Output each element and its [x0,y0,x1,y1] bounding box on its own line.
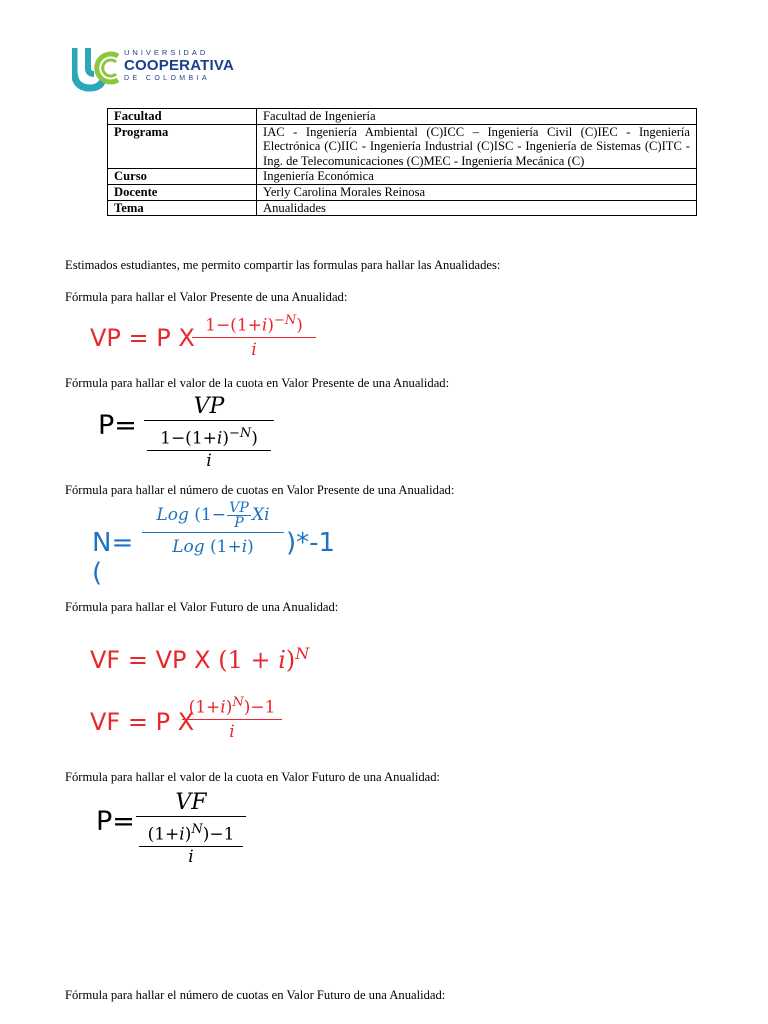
caption-cuota-vp: Fórmula para hallar el valor de la cuota en Valor Presente de una Anualidad: [65,376,450,390]
logo-line2: COOPERATIVA [124,57,234,74]
formula-vf2-den: 𝑖 [229,721,235,742]
formula-vp-num: 1−(1+𝑖) [205,315,274,336]
row-key: Docente [108,184,257,200]
logo-line1: UNIVERSIDAD [124,48,209,57]
formula-cuota-vp-num: 𝑉𝑃 [193,394,225,419]
formula-vf1-rhs: (1 + 𝑖) [218,646,296,674]
formula-cuota-vp-inner-exp: −𝑁 [228,426,252,441]
formula-vf1-lhs: VF = VP X [90,646,211,674]
caption-vf: Fórmula para hallar el Valor Futuro de una Anualidad: [65,600,339,614]
formula-vf2-lhs: VF = P X [90,708,195,736]
formula-cuota-vp-inner-num: 1−(1+𝑖) [160,428,229,449]
formula-vf1-exp: 𝑁 [295,644,310,663]
logo-line3: DE COLOMBIA [124,75,211,82]
formula-cuota-vf-num: 𝑉𝐹 [175,790,207,815]
formula-cuota-vf-inner-tail: )−1 [202,824,235,845]
row-key: Curso [108,169,257,185]
formula-cuota-vf-lhs: P= [96,806,135,837]
caption-n-vp: Fórmula para hallar el número de cuotas en Valor Presente de una Anualidad: [65,483,455,497]
row-value: Anualidades [257,200,697,216]
row-key: Programa [108,124,257,169]
row-value: Ingeniería Económica [257,169,697,185]
row-value: Yerly Carolina Morales Reinosa [257,184,697,200]
caption-n-vf: Fórmula para hallar el número de cuotas en Valor Futuro de una Anualidad: [65,988,446,1002]
formula-n-vp-lhs: N=( [92,528,134,588]
formula-vp-lhs: VP = P X [90,324,195,352]
university-logo [72,44,242,92]
formula-vf2-num: (1+𝑖) [188,697,233,718]
uc-logo-icon [72,44,122,92]
table-row [108,109,697,125]
formula-vp-exp: −𝑁 [273,313,297,328]
table-row [108,200,697,216]
formula-cuota-vp-inner-den: 𝑖 [206,450,212,471]
formula-cuota-vp-lhs: P= [98,410,137,441]
row-key: Facultad [108,109,257,125]
formula-vf2-exp: 𝑁 [232,695,244,710]
table-row [108,169,697,185]
row-value: IAC - Ingeniería Ambiental (C)ICC – Ingeniería Civil (C)IEC - Ingeniería Electrónica (C)IIC - Ingeniería Industrial (C)ISC - Ingeniería de Sistemas (C)ITC - Ing. de Telecomunicaciones (C)MEC - Ingeniería Mecánica (C) [257,124,697,169]
formula-n-vp-num-b: 𝑋𝑖 [251,505,270,525]
formula-vf1 [90,644,309,674]
formula-vf2-tail: )−1 [243,697,276,718]
formula-n-vp-frac-bot: 𝑃 [234,514,244,531]
table-row [108,184,697,200]
row-key: Tema [108,200,257,216]
formula-cuota-vf-inner-num: (1+𝑖) [147,824,192,845]
caption-vp: Fórmula para hallar el Valor Presente de una Anualidad: [65,290,348,304]
formula-n-vp-frac-top: 𝑉𝑃 [229,499,249,516]
formula-cuota-vp-inner-close: ) [251,428,258,449]
formula-cuota-vf-inner-den: 𝑖 [188,846,194,867]
row-value: Facultad de Ingeniería [257,109,697,125]
formula-vp-close: ) [296,315,303,336]
intro-text: Estimados estudiantes, me permito compartir las formulas para hallar las Anualidades: [65,258,501,272]
formula-n-vp-tail: )*-1 [286,528,336,558]
course-info-table [107,108,697,216]
table-row [108,124,697,169]
formula-n-vp-den: 𝐿𝑜𝑔 (1+𝑖) [172,537,254,557]
formula-n-vp-num-a: 𝐿𝑜𝑔 (1− [156,505,226,525]
caption-cuota-vf: Fórmula para hallar el valor de la cuota en Valor Futuro de una Anualidad: [65,770,441,784]
formula-vp-den: 𝑖 [251,339,257,360]
formula-cuota-vf-inner-exp: 𝑁 [191,822,203,837]
